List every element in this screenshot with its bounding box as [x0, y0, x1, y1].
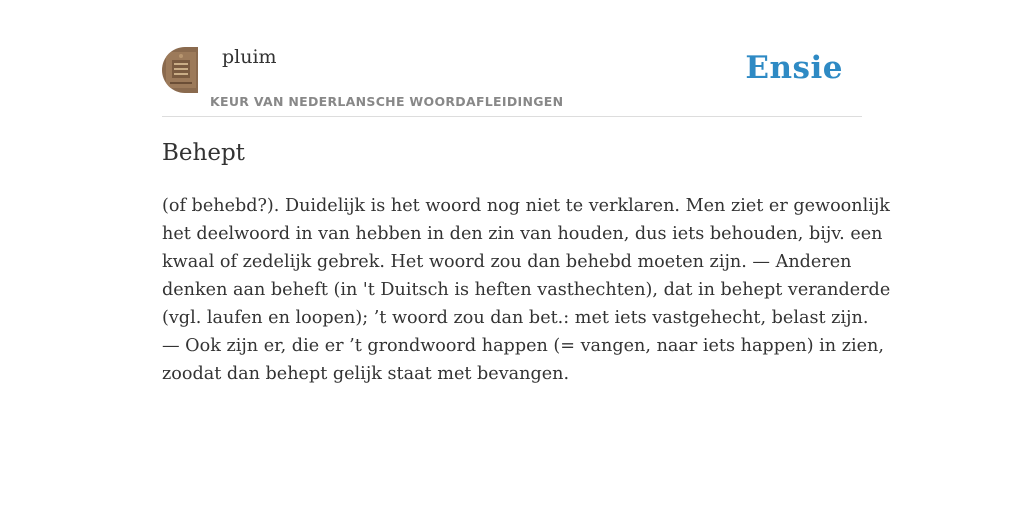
book-cover-icon — [162, 47, 198, 93]
entry-line: zoodat dan behept gelijk staat met bevangen. — [162, 364, 570, 384]
entry-line: (of behebd?). Duidelijk is het woord nog niet te verklaren. Men ziet er gewoonlijk — [162, 196, 890, 216]
header — [162, 40, 862, 117]
entry-line: (vgl. laufen en loopen); ’t woord zou dan bet.: met iets vastgehecht, belast zijn. — [162, 308, 869, 328]
entry-line: — Ook zijn er, die er ’t grondwoord happen (= vangen, naar iets happen) in zien, — [162, 336, 884, 356]
entry-body — [162, 192, 891, 388]
source-title[interactable]: KEUR VAN NEDERLANSCHE WOORDAFLEIDINGEN — [210, 94, 564, 109]
author-avatar[interactable] — [162, 47, 198, 93]
entry-title: Behept — [162, 140, 245, 166]
brand-logo[interactable]: Ensie — [745, 50, 843, 86]
entry-line: het deelwoord in van hebben in den zin van houden, dus iets behouden, bijv. een — [162, 224, 883, 244]
author-name[interactable]: pluim — [222, 46, 277, 68]
entry-line: denken aan beheft (in 't Duitsch is heften vasthechten), dat in behept veranderde — [162, 280, 891, 300]
entry-line: kwaal of zedelijk gebrek. Het woord zou dan behebd moeten zijn. — Anderen — [162, 252, 852, 272]
